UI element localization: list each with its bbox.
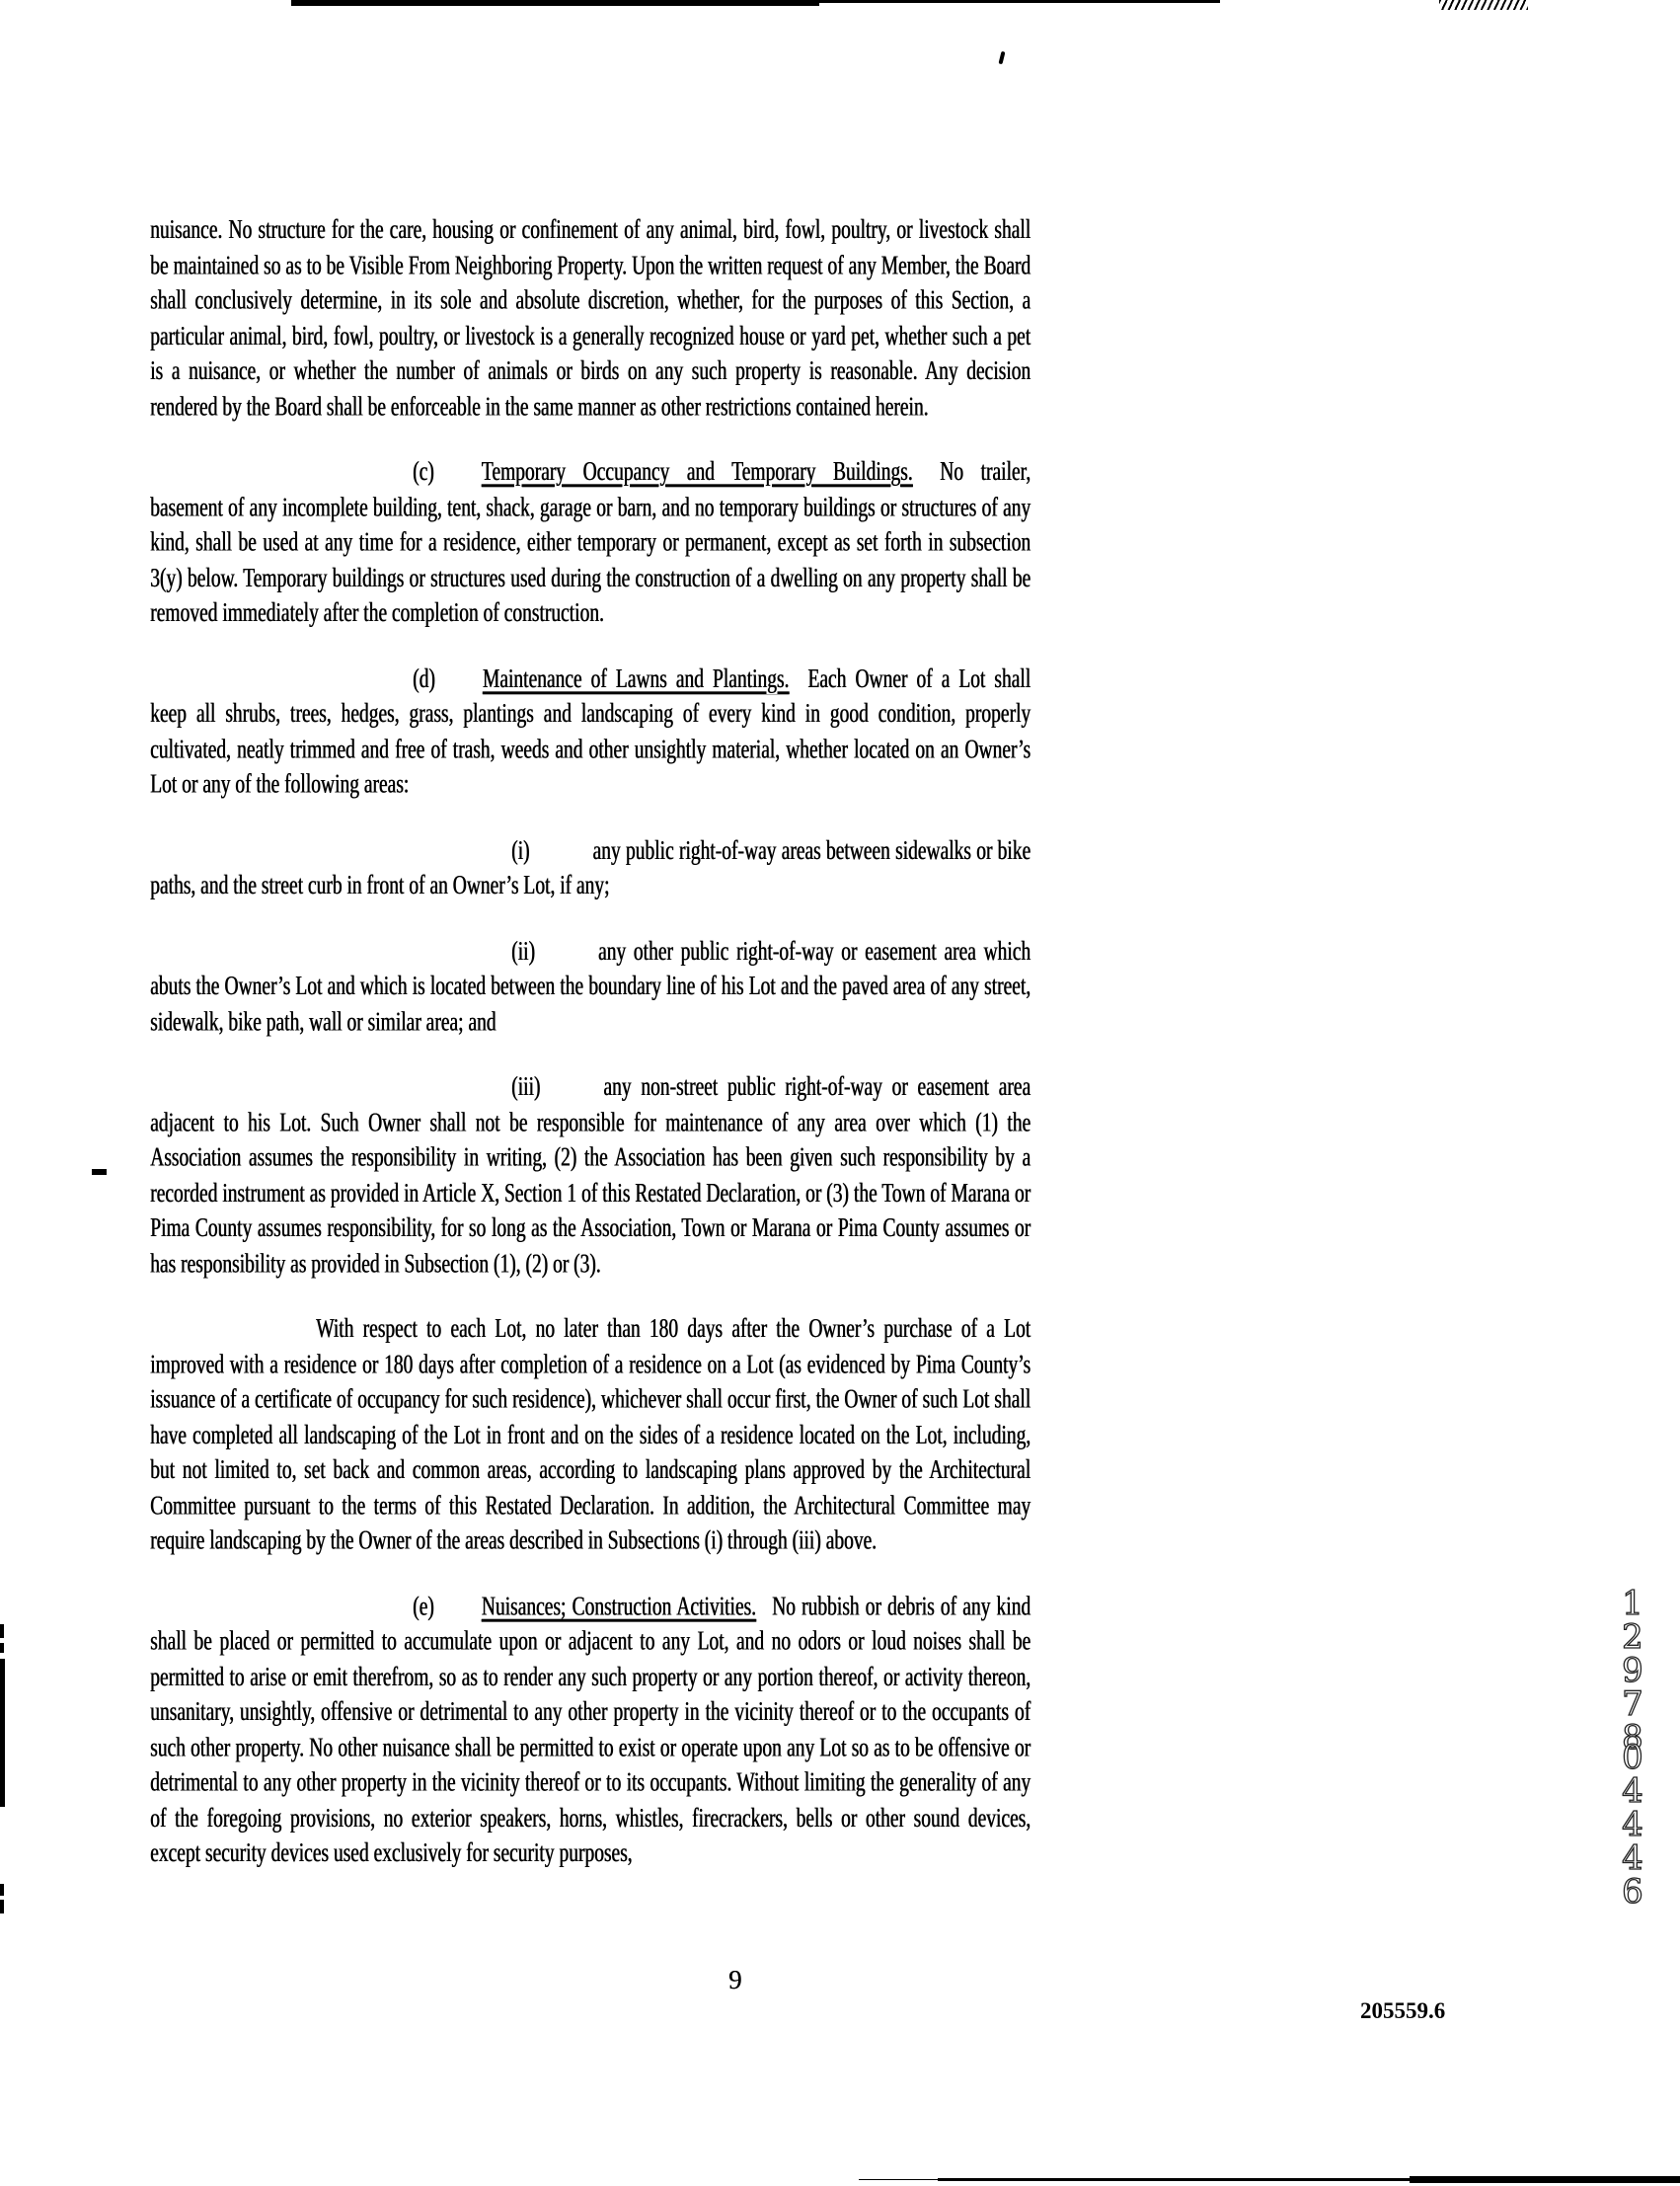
scan-artifact-bottom-line <box>938 2178 1421 2181</box>
section-e-heading: Nuisances; Construction Activities. <box>481 1592 756 1621</box>
paragraph-item-iii <box>150 1070 1031 1282</box>
scan-artifact-top-bar-thin <box>817 0 1220 3</box>
section-c-body: No trailer, basement of any incomplete building, tent, shack, garage or barn, and no temporary buildings or structures of any kind, shall be used at any time for a residence, either temporary or permanent, except as set forth in subsection 3(y) below. Temporary buildings or structures used during the construction of a dwelling on any property shall be removed immediately after the completion of construction. <box>150 457 1031 628</box>
recorder-stamp-page-number: 04446 <box>1613 1738 1652 1906</box>
scan-artifact-hatch <box>1439 0 1528 10</box>
recorder-stamp-docket-number: 12978 <box>1613 1584 1652 1752</box>
section-e-label: (e) <box>413 1592 434 1621</box>
paragraph-landscaping-deadline <box>150 1312 1031 1559</box>
paragraph-section-e <box>150 1590 1031 1872</box>
item-ii-label: (ii) <box>511 936 535 967</box>
scan-artifact-top-bar <box>291 0 819 6</box>
section-e-body: No rubbish or debris of any kind shall be placed or permitted to accumulate upon or adjacent to any Lot, and no odors or loud noises shall be permitted to arise or emit therefrom, so as to render any such property or any portion thereof, or activity thereon, unsanitary, unsightly, offensive or detrimental to any other property in the vicinity thereof or to the occupants of such other property. No other nuisance shall be permitted to exist or operate upon any Lot so as to be offensive or detrimental to any other property in the vicinity thereof or to its occupants. Without limiting the generality of any of the foregoing provisions, no exterior speakers, horns, whistles, firecrackers, bells or other sound devices, except security devices used exclusively for security purposes, <box>150 1592 1031 1868</box>
section-d-heading: Maintenance of Lawns and Plantings. <box>482 664 790 694</box>
scan-artifact-left-edge <box>0 1643 4 1653</box>
scan-artifact-dash <box>92 1169 107 1175</box>
paragraph-animals-continued <box>150 213 1031 425</box>
item-ii-body: any other public right-of-way or easement area which abuts the Owner’s Lot and which is located between the boundary line of his Lot and the paved area of any street, sidewalk, bike path, wall or similar area; and <box>150 936 1031 1037</box>
item-iii-label: (iii) <box>511 1072 541 1103</box>
paragraph-item-i <box>150 833 1031 903</box>
section-d-body: Each Owner of a Lot shall keep all shrubs, trees, hedges, grass, plantings and landscaping of every kind in good condition, properly cultivated, neatly trimmed and free of trash, weeds and other unsightly material, whether located on an Owner’s Lot or any of the following areas: <box>150 664 1031 800</box>
item-i-body: any public right-of-way areas between sidewalks or bike paths, and the street curb in front of an Owner’s Lot, if any; <box>150 835 1031 900</box>
scan-artifact-tick <box>998 51 1005 65</box>
scan-artifact-left-edge <box>0 1884 4 1896</box>
scan-artifact-bottom-line <box>859 2179 938 2180</box>
document-body <box>150 213 1031 1902</box>
paragraph-section-d <box>150 662 1031 803</box>
scan-artifact-left-edge <box>0 1624 4 1638</box>
scan-artifact-left-edge <box>0 1659 5 1807</box>
section-d-label: (d) <box>413 664 435 694</box>
item-i-label: (i) <box>511 835 530 866</box>
paragraph-item-ii <box>150 934 1031 1040</box>
document-reference-number: 205559.6 <box>1360 1998 1446 2023</box>
item-iii-body: any non-street public right-of-way or easement area adjacent to his Lot. Such Owner shall not be responsible for maintenance of any area over which (1) the Association assumes the responsibility in writing, (2) the Association has been given such responsibility by a recorded instrument as provided in Article X, Section 1 of this Restated Declaration, or (3) the Town of Marana or Pima County assumes responsibility, for so long as the Association, Town or Marana or Pima County assumes or has responsibility as provided in Subsection (1), (2) or (3). <box>150 1072 1031 1279</box>
paragraph-text: With respect to each Lot, no later than 180 days after the Owner’s purchase of a Lot improved with a residence or 180 days after completion of a residence on a Lot (as evidenced by Pima County’s issuance of a certificate of occupancy for such residence), whichever shall occur first, the Owner of such Lot shall have completed all landscaping of the Lot in front and on the sides of a residence located on the Lot, including, but not limited to, set back and common areas, according to landscaping plans approved by the Architectural Committee pursuant to the terms of this Restated Declaration. In addition, the Architectural Committee may require landscaping by the Owner of the areas described in Subsections (i) through (iii) above. <box>150 1314 1031 1556</box>
scan-artifact-left-edge <box>0 1900 4 1913</box>
page-number: 9 <box>728 1965 742 1994</box>
section-c-label: (c) <box>413 457 434 488</box>
scan-artifact-bottom-line <box>1410 2176 1680 2183</box>
section-c-heading: Temporary Occupancy and Temporary Buildings. <box>481 457 913 488</box>
paragraph-text: nuisance. No structure for the care, housing or confinement of any animal, bird, fowl, poultry, or livestock shall be maintained so as to be Visible From Neighboring Property. Upon the written request of any Member, the Board shall conclusively determine, in its sole and absolute discretion, whether, for the purposes of this Section, a particular animal, bird, fowl, poultry, or livestock is a generally recognized house or yard pet, whether such a pet is a nuisance, or whether the number of animals or birds on any such property is reasonable. Any decision rendered by the Board shall be enforceable in the same manner as other restrictions contained herein. <box>150 215 1031 422</box>
paragraph-section-c <box>150 455 1031 632</box>
